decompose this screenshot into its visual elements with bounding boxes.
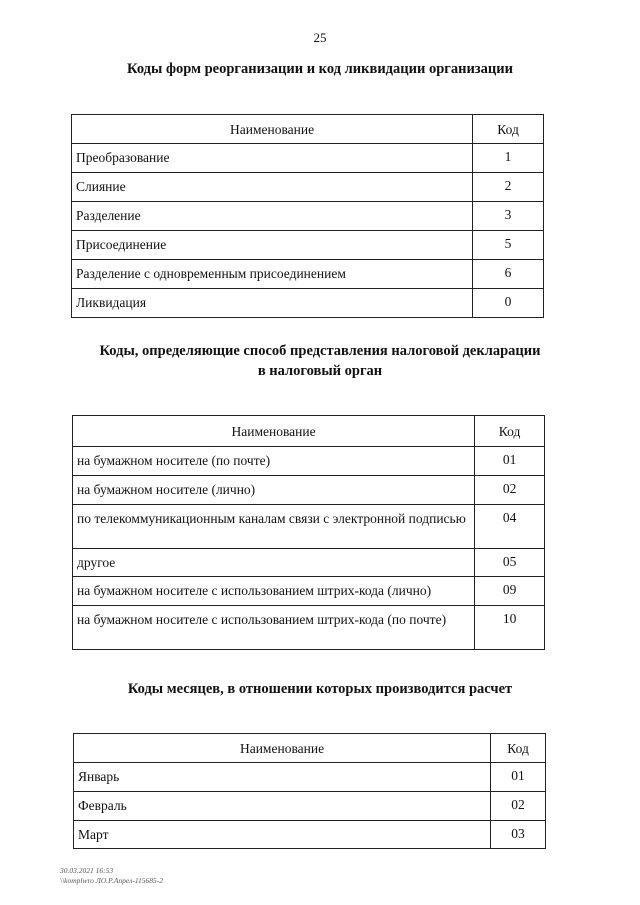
- row-code-cell: 02: [491, 792, 546, 821]
- row-name-cell: Февраль: [74, 792, 491, 821]
- page-number: 25: [313, 30, 327, 45]
- table-row: [73, 577, 545, 606]
- row-name-cell: Присоединение: [72, 231, 473, 260]
- table-row: [72, 289, 544, 318]
- table-row: [73, 606, 545, 650]
- row-name-cell: на бумажном носителе (лично): [73, 476, 475, 505]
- footer-document-path: \\komplwro ЛО.Р.Апрел-115685-2: [60, 876, 164, 885]
- table-row: [74, 763, 546, 792]
- row-name-cell: Слияние: [72, 173, 473, 202]
- row-name-cell: Разделение с одновременным присоединением: [72, 260, 473, 289]
- row-code-cell: 09: [475, 577, 545, 606]
- row-name-cell: Январь: [74, 763, 491, 792]
- section-title-line: Коды форм реорганизации и код ликвидации организации: [127, 61, 513, 77]
- table-row: [73, 505, 545, 549]
- footer-timestamp: 30.03.2021 16:53: [60, 866, 114, 875]
- section-title-line: в налоговый орган: [257, 363, 383, 379]
- row-name-cell: на бумажном носителе с использованием штрих-кода (по почте): [73, 606, 475, 650]
- row-code-cell: 3: [473, 202, 544, 231]
- table-row: [74, 792, 546, 821]
- table-row: [73, 476, 545, 505]
- header-code-cell: Код: [491, 734, 546, 763]
- row-name-cell: Март: [74, 821, 491, 849]
- section-title-months: [0, 679, 640, 699]
- row-code-cell: 5: [473, 231, 544, 260]
- table-row: [72, 173, 544, 202]
- submission-method-codes-table: [72, 415, 545, 650]
- month-codes-table: [73, 733, 546, 849]
- table-row: [72, 260, 544, 289]
- table-row: [73, 447, 545, 476]
- print-footer: [60, 866, 163, 886]
- row-code-cell: 6: [473, 260, 544, 289]
- row-code-cell: 01: [491, 763, 546, 792]
- table-header-row: [74, 734, 546, 763]
- row-name-cell: Разделение: [72, 202, 473, 231]
- table-row: [73, 549, 545, 577]
- reorganization-codes-table: [71, 114, 544, 318]
- header-name-cell: Наименование: [74, 734, 491, 763]
- table-row: [72, 202, 544, 231]
- header-name-cell: Наименование: [73, 416, 475, 447]
- row-code-cell: 0: [473, 289, 544, 318]
- section-title-line: Коды месяцев, в отношении которых производится расчет: [127, 681, 513, 697]
- row-code-cell: 02: [475, 476, 545, 505]
- row-name-cell: Ликвидация: [72, 289, 473, 318]
- row-code-cell: 01: [475, 447, 545, 476]
- row-name-cell: по телекоммуникационным каналам связи с электронной подписью: [73, 505, 475, 549]
- row-code-cell: 03: [491, 821, 546, 849]
- section-title-line: Коды, определяющие способ представления налоговой декларации: [99, 343, 541, 359]
- row-name-cell: на бумажном носителе с использованием штрих-кода (лично): [73, 577, 475, 606]
- row-code-cell: 10: [475, 606, 545, 650]
- table-header-row: [72, 115, 544, 144]
- table-header-row: [73, 416, 545, 447]
- row-name-cell: другое: [73, 549, 475, 577]
- row-code-cell: 1: [473, 144, 544, 173]
- row-name-cell: на бумажном носителе (по почте): [73, 447, 475, 476]
- header-code-cell: Код: [475, 416, 545, 447]
- row-name-cell: Преобразование: [72, 144, 473, 173]
- row-code-cell: 2: [473, 173, 544, 202]
- table-row: [74, 821, 546, 849]
- header-code-cell: Код: [473, 115, 544, 144]
- table-row: [72, 231, 544, 260]
- section-title-reorganization: [0, 59, 640, 79]
- section-title-submission-method: [0, 341, 640, 381]
- row-code-cell: 04: [475, 505, 545, 549]
- header-name-cell: Наименование: [72, 115, 473, 144]
- table-row: [72, 144, 544, 173]
- row-code-cell: 05: [475, 549, 545, 577]
